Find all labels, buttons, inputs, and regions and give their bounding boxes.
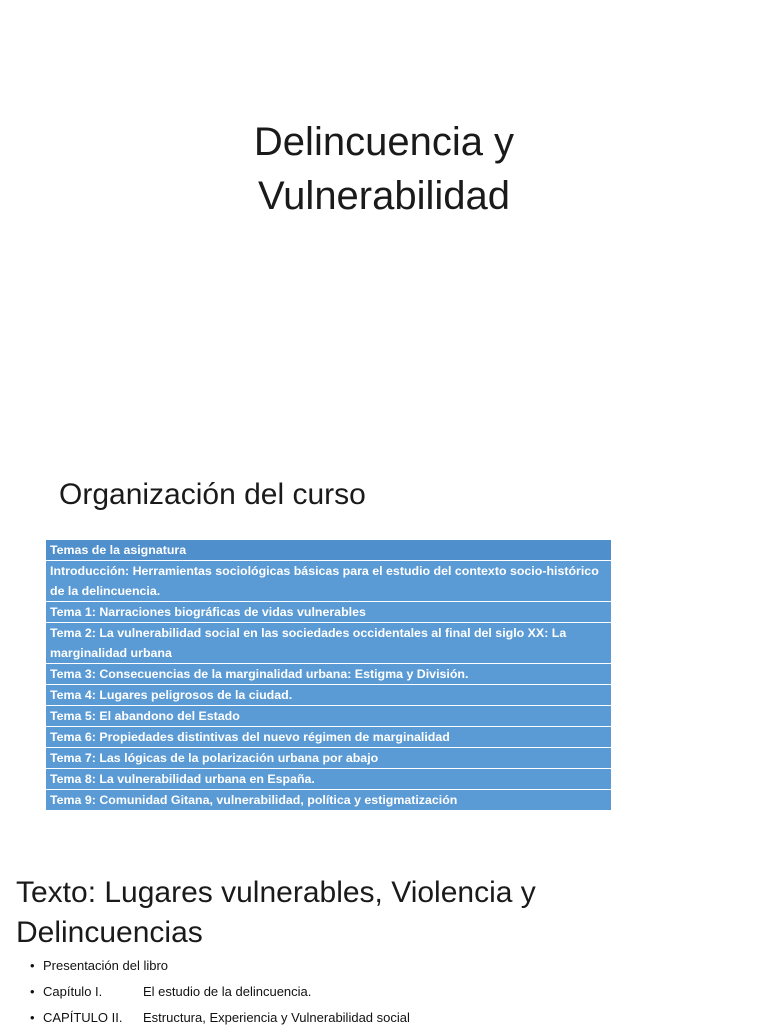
table-row: [46, 664, 611, 685]
book-contents-list: [30, 955, 410, 1033]
table-header-row: [46, 540, 611, 561]
bullet-icon: •: [30, 958, 35, 973]
table-cell: Tema 7: Las lógicas de la polarización urbana por abajo: [46, 748, 611, 769]
title-line-2: Vulnerabilidad: [257, 174, 511, 218]
list-item: [30, 955, 410, 981]
table-row: [46, 602, 611, 623]
table-cell: Tema 2: La vulnerabilidad social en las sociedades occidentales al final del siglo XX: La marginalidad urbana: [46, 623, 611, 664]
list-item-label: CAPÍTULO II.: [43, 1010, 123, 1025]
title-line-1: Delincuencia y: [253, 120, 515, 164]
table-cell: Tema 8: La vulnerabilidad urbana en España.: [46, 769, 611, 790]
table-cell: Tema 5: El abandono del Estado: [46, 706, 611, 727]
table-cell: Tema 6: Propiedades distintivas del nuevo régimen de marginalidad: [46, 727, 611, 748]
table-row: [46, 769, 611, 790]
list-item-text: Estructura, Experiencia y Vulnerabilidad social: [143, 1010, 410, 1025]
list-item-text: El estudio de la delincuencia.: [143, 984, 312, 999]
table-cell: Tema 9: Comunidad Gitana, vulnerabilidad, política y estigmatización: [46, 790, 611, 811]
table-row: [46, 790, 611, 811]
list-item: [30, 1007, 410, 1033]
table-row: [46, 706, 611, 727]
table-header-cell: Temas de la asignatura: [46, 540, 611, 561]
text-reference-heading: [16, 873, 736, 953]
bullet-icon: •: [30, 1010, 35, 1025]
table-row: [46, 685, 611, 706]
table-row: [46, 561, 611, 602]
table-row: [46, 727, 611, 748]
bullet-icon: •: [30, 984, 35, 999]
document-title: [120, 115, 648, 223]
course-organization-heading: Organización del curso: [59, 478, 366, 511]
table-cell: Tema 1: Narraciones biográficas de vidas vulnerables: [46, 602, 611, 623]
table-cell: Tema 3: Consecuencias de la marginalidad urbana: Estigma y División.: [46, 664, 611, 685]
list-item-label: Presentación del libro: [43, 958, 169, 973]
table-cell: Introducción: Herramientas sociológicas básicas para el estudio del contexto socio-histórico de la delincuencia.: [46, 561, 611, 602]
table-row: [46, 623, 611, 664]
table-cell: Tema 4: Lugares peligrosos de la ciudad.: [46, 685, 611, 706]
table-row: [46, 748, 611, 769]
list-item-label: Capítulo I.: [43, 984, 103, 999]
list-item: [30, 981, 410, 1007]
text-heading-line-2: Delincuencias: [16, 916, 203, 949]
course-topics-table: [46, 540, 611, 811]
text-heading-line-1: Texto: Lugares vulnerables, Violencia y: [16, 876, 536, 909]
